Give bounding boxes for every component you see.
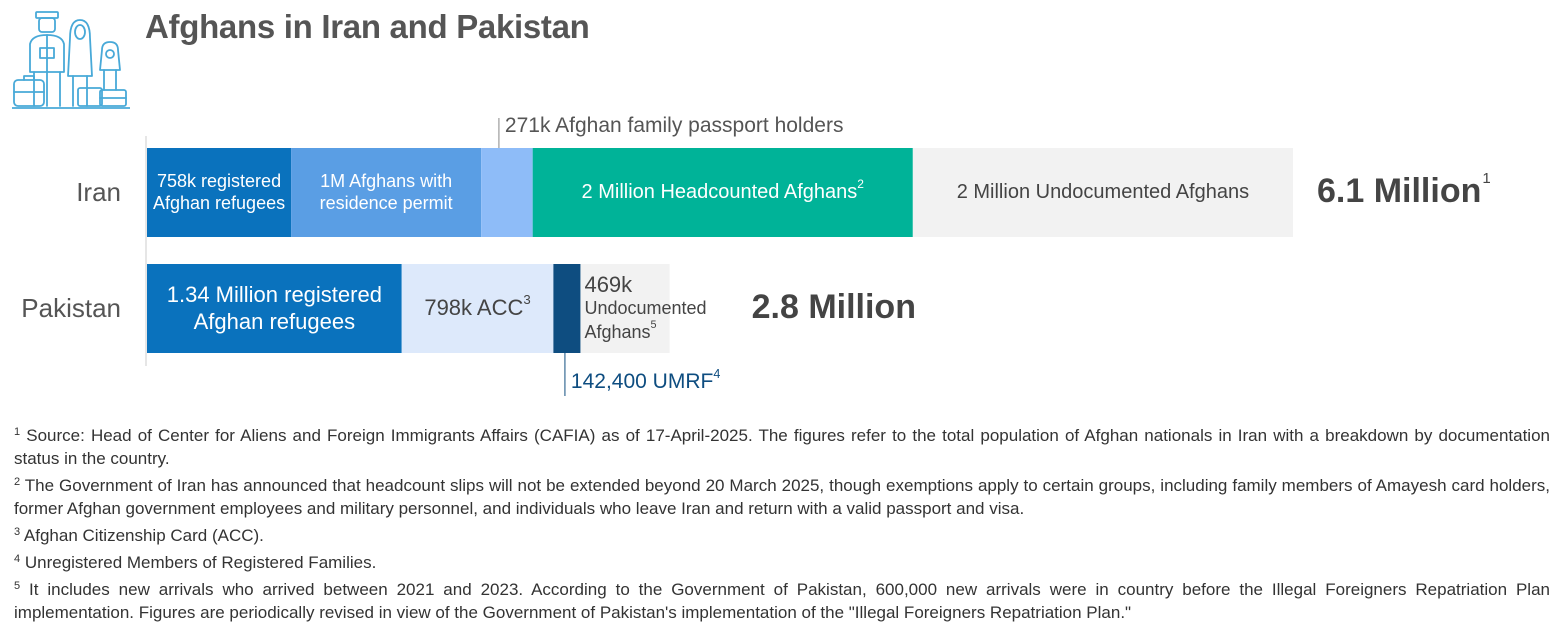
row-label-iran: Iran [76, 176, 121, 207]
segment-label-iran-1: 1M Afghans with residence permit [319, 170, 453, 213]
callout-label-iran: 271k Afghan family passport holders [504, 114, 844, 137]
bar-segment-pakistan-2 [553, 264, 580, 353]
segment-label-iran-3: 2 Million Headcounted Afghans$^2$ [581, 177, 864, 204]
total-label-pakistan: 2.8 Million [751, 287, 916, 326]
total-label-iran: 6.1 Million$^1$ [1317, 169, 1491, 210]
segment-label-iran-0: 758k registered Afghan refugees [152, 170, 286, 213]
footnote-4: $^4$ Unregistered Members of Registered Families. [14, 553, 377, 572]
segment-label-pakistan-1: 798k ACC$^3$ [424, 291, 531, 321]
segment-label-iran-4: 2 Million Undocumented Afghans [956, 181, 1250, 204]
bar-segment-iran-2 [481, 148, 533, 237]
segment-label-pakistan-3: 469k Undocumented Afghans$^5$ [584, 272, 707, 342]
footnote-5: $^5$ It includes new arrivals who arrived between 2021 and 2023. According to the Government of Pakistan, 600,000 new arrivals were in country before the Illegal Foreigners Repatriation Plan implementation. Figures are periodically revised in view of the Government of Pakistan's implementation of the "Illegal Foreigners Repatriation Plan." [14, 580, 1550, 622]
segment-label-pakistan-0: 1.34 Million registered Afghan refugees [166, 281, 382, 334]
footnote-2: $^2$ The Government of Iran has announced that headcount slips will not be extended beyond 20 March 2025, though exemptions apply to certain groups, including family members of Amayesh card holders, former Afghan government employees and military personnel, and individuals who leave Iran and return with a valid passport and visa. [14, 476, 1550, 518]
footnotes [14, 424, 1550, 628]
footnote-1: $^1$ Source: Head of Center for Aliens and Foreign Immigrants Affairs (CAFIA) as of 17-April-2025. The figures refer to the total population of Afghan nationals in Iran with a breakdown by documentation status in the country. [14, 426, 1550, 468]
row-label-pakistan: Pakistan [21, 292, 121, 323]
footnote-3: $^3$ Afghan Citizenship Card (ACC). [14, 526, 264, 545]
callout-label-pakistan: 142,400 UMRF$^4$ [570, 366, 721, 393]
page-title: Afghans in Iran and Pakistan [145, 8, 590, 45]
